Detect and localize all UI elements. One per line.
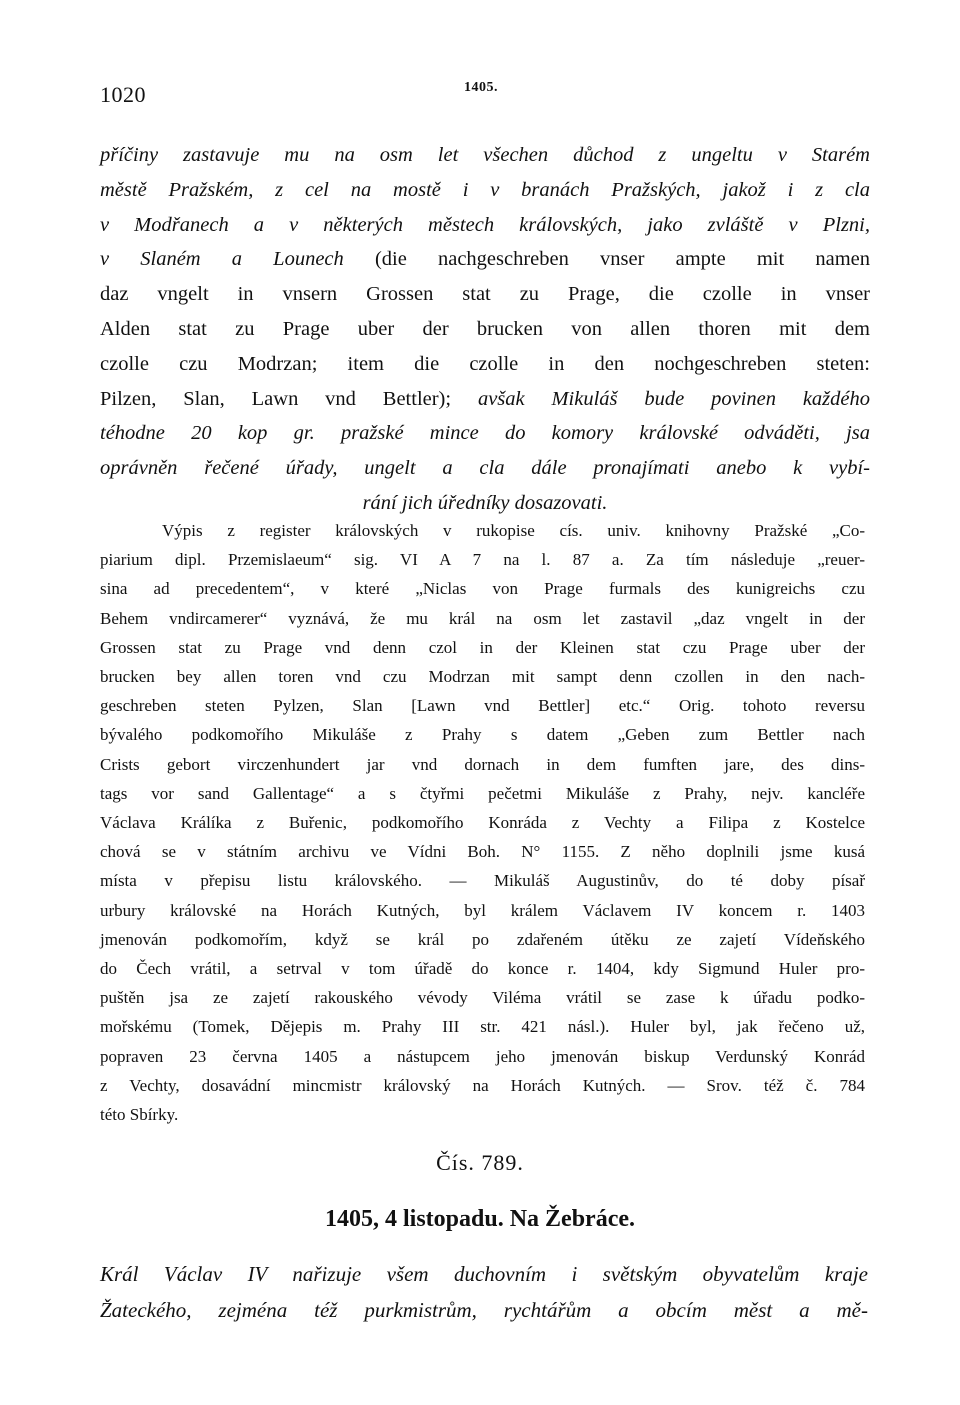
note-line: z Vechty, dosavádní mincmistr královský na Horách Kutných. — Srov. též č. 784	[100, 1075, 865, 1095]
note-line: sina ad precedentem“, v které „Niclas von Prage furmals des kunigreichs czu	[100, 579, 865, 599]
text-segment: příčiny zastavuje mu na osm let všechen důchod z ungeltu v Starém	[100, 144, 870, 166]
main-text-line	[100, 312, 870, 347]
text-segment: avšak Mikuláš bude povinen každého	[477, 387, 871, 410]
editorial-note	[100, 516, 865, 1129]
main-text-line	[100, 138, 870, 173]
note-line: puštěn jsa ze zajetí rakouského vévody Viléma vrátil se zase k úřadu podko-	[100, 988, 865, 1008]
main-text-line	[100, 382, 870, 417]
running-head-year: 1405.	[464, 80, 498, 95]
note-line: bývalého podkomořího Mikuláše z Prahy s datem „Geben zum Bettler nach	[100, 725, 865, 745]
regest-line: Žateckého, zejména též purkmistrům, rychtářům a obcím měst a mě-	[100, 1298, 868, 1322]
note-line: místa v přepisu listu královského. — Mikuláš Augustinův, do té doby písař	[100, 871, 865, 891]
main-text-line	[100, 173, 870, 208]
regest-line: Král Václav IV nařizuje všem duchovním i světským obyvatelům kraje	[100, 1262, 868, 1286]
note-line: mořskému (Tomek, Dějepis m. Prahy III str. 421 násl.). Huler byl, jak řečeno už,	[100, 1017, 865, 1037]
note-line: chová se v státním archivu ve Vídni Boh. N° 1155. Z něho doplnili jsme kusá	[100, 842, 865, 862]
note-line: jmenován podkomořím, když se král po zdařeném útěku ze zajetí Vídeňského	[100, 929, 865, 949]
note-line: popraven 23 června 1405 a nástupcem jeho jmenován biskup Verdunský Konrád	[100, 1046, 865, 1066]
document-number: Čís. 789.	[436, 1150, 524, 1175]
text-segment: daz vngelt in vnsern Grossen stat zu Prage, die czolle in vnser	[100, 283, 870, 306]
note-line: brucken bey allen toren vnd czu Modrzan mit sampt denn czollen in den nach-	[100, 667, 865, 687]
text-segment: v Slaném a Lounech	[100, 248, 344, 271]
text-segment: Pilzen, Slan, Lawn vnd Bettler);	[100, 387, 478, 410]
document-regest	[100, 1256, 868, 1328]
text-segment: rání jich úředníky dosazovati.	[362, 491, 608, 514]
note-line: urbury královské na Horách Kutných, byl králem Václavem IV koncem r. 1403	[100, 900, 865, 920]
main-text-line	[100, 277, 870, 312]
main-text-line	[100, 451, 870, 486]
main-text-line	[100, 242, 870, 277]
main-text-line	[100, 208, 870, 243]
main-text-line	[100, 347, 870, 382]
page-number: 1020	[100, 82, 146, 107]
note-line: této Sbírky.	[100, 1105, 179, 1125]
text-segment: oprávněn řečené úřady, ungelt a cla dále pronajímati anebo k vybí-	[100, 457, 870, 480]
text-segment: (die nachgeschreben vnser ampte mit namen	[343, 248, 870, 271]
note-line: piarium dipl. Przemislaeum“ sig. VI A 7 na l. 87 a. Za tím následuje „reuer-	[100, 550, 865, 570]
note-line: do Čech vrátil, a setrval v tom úřadě do konce r. 1404, kdy Sigmund Huler pro-	[100, 959, 865, 979]
note-line: Grossen stat zu Prage vnd denn czol in der Kleinen stat czu Prage uber der	[100, 637, 865, 657]
note-line: Výpis z register královských v rukopise cís. univ. knihovny Pražské „Co-	[162, 521, 865, 540]
text-segment: téhodne 20 kop gr. pražské mince do komory královské odváděti, jsa	[100, 422, 870, 445]
document-date-place: 1405, 4 listopadu. Na Žebráce.	[324, 1206, 635, 1232]
text-segment: městě Pražském, z cel na mostě i v branách Pražských, jakož i z cla	[100, 178, 870, 201]
main-text-line	[100, 416, 870, 451]
text-segment: czolle czu Modrzan; item die czolle in den nochgeschreben steten:	[100, 352, 870, 375]
note-line: Crists gebort virczenhundert jar vnd dornach in dem fumften jare, des dins-	[100, 754, 865, 774]
note-line: tags vor sand Gallentage“ a s čtyřmi pečetmi Mikuláše z Prahy, nejv. kancléře	[100, 783, 865, 803]
text-segment: v Modřanech a v některých městech královských, jako zvláště v Plzni,	[100, 213, 870, 236]
note-line: geschreben steten Pylzen, Slan [Lawn vnd Bettler] etc.“ Orig. tohoto reversu	[100, 696, 865, 716]
main-text-block	[100, 138, 870, 521]
text-segment: Alden stat zu Prage uber der brucken von allen thoren mit dem	[100, 317, 870, 340]
note-line: Behem vndircamerer“ vyznává, že mu král na osm let zastavil „daz vngelt in der	[100, 608, 865, 628]
note-line: Václava Králíka z Buřenic, podkomořího Konráda z Vechty a Filipa z Kostelce	[100, 813, 865, 833]
